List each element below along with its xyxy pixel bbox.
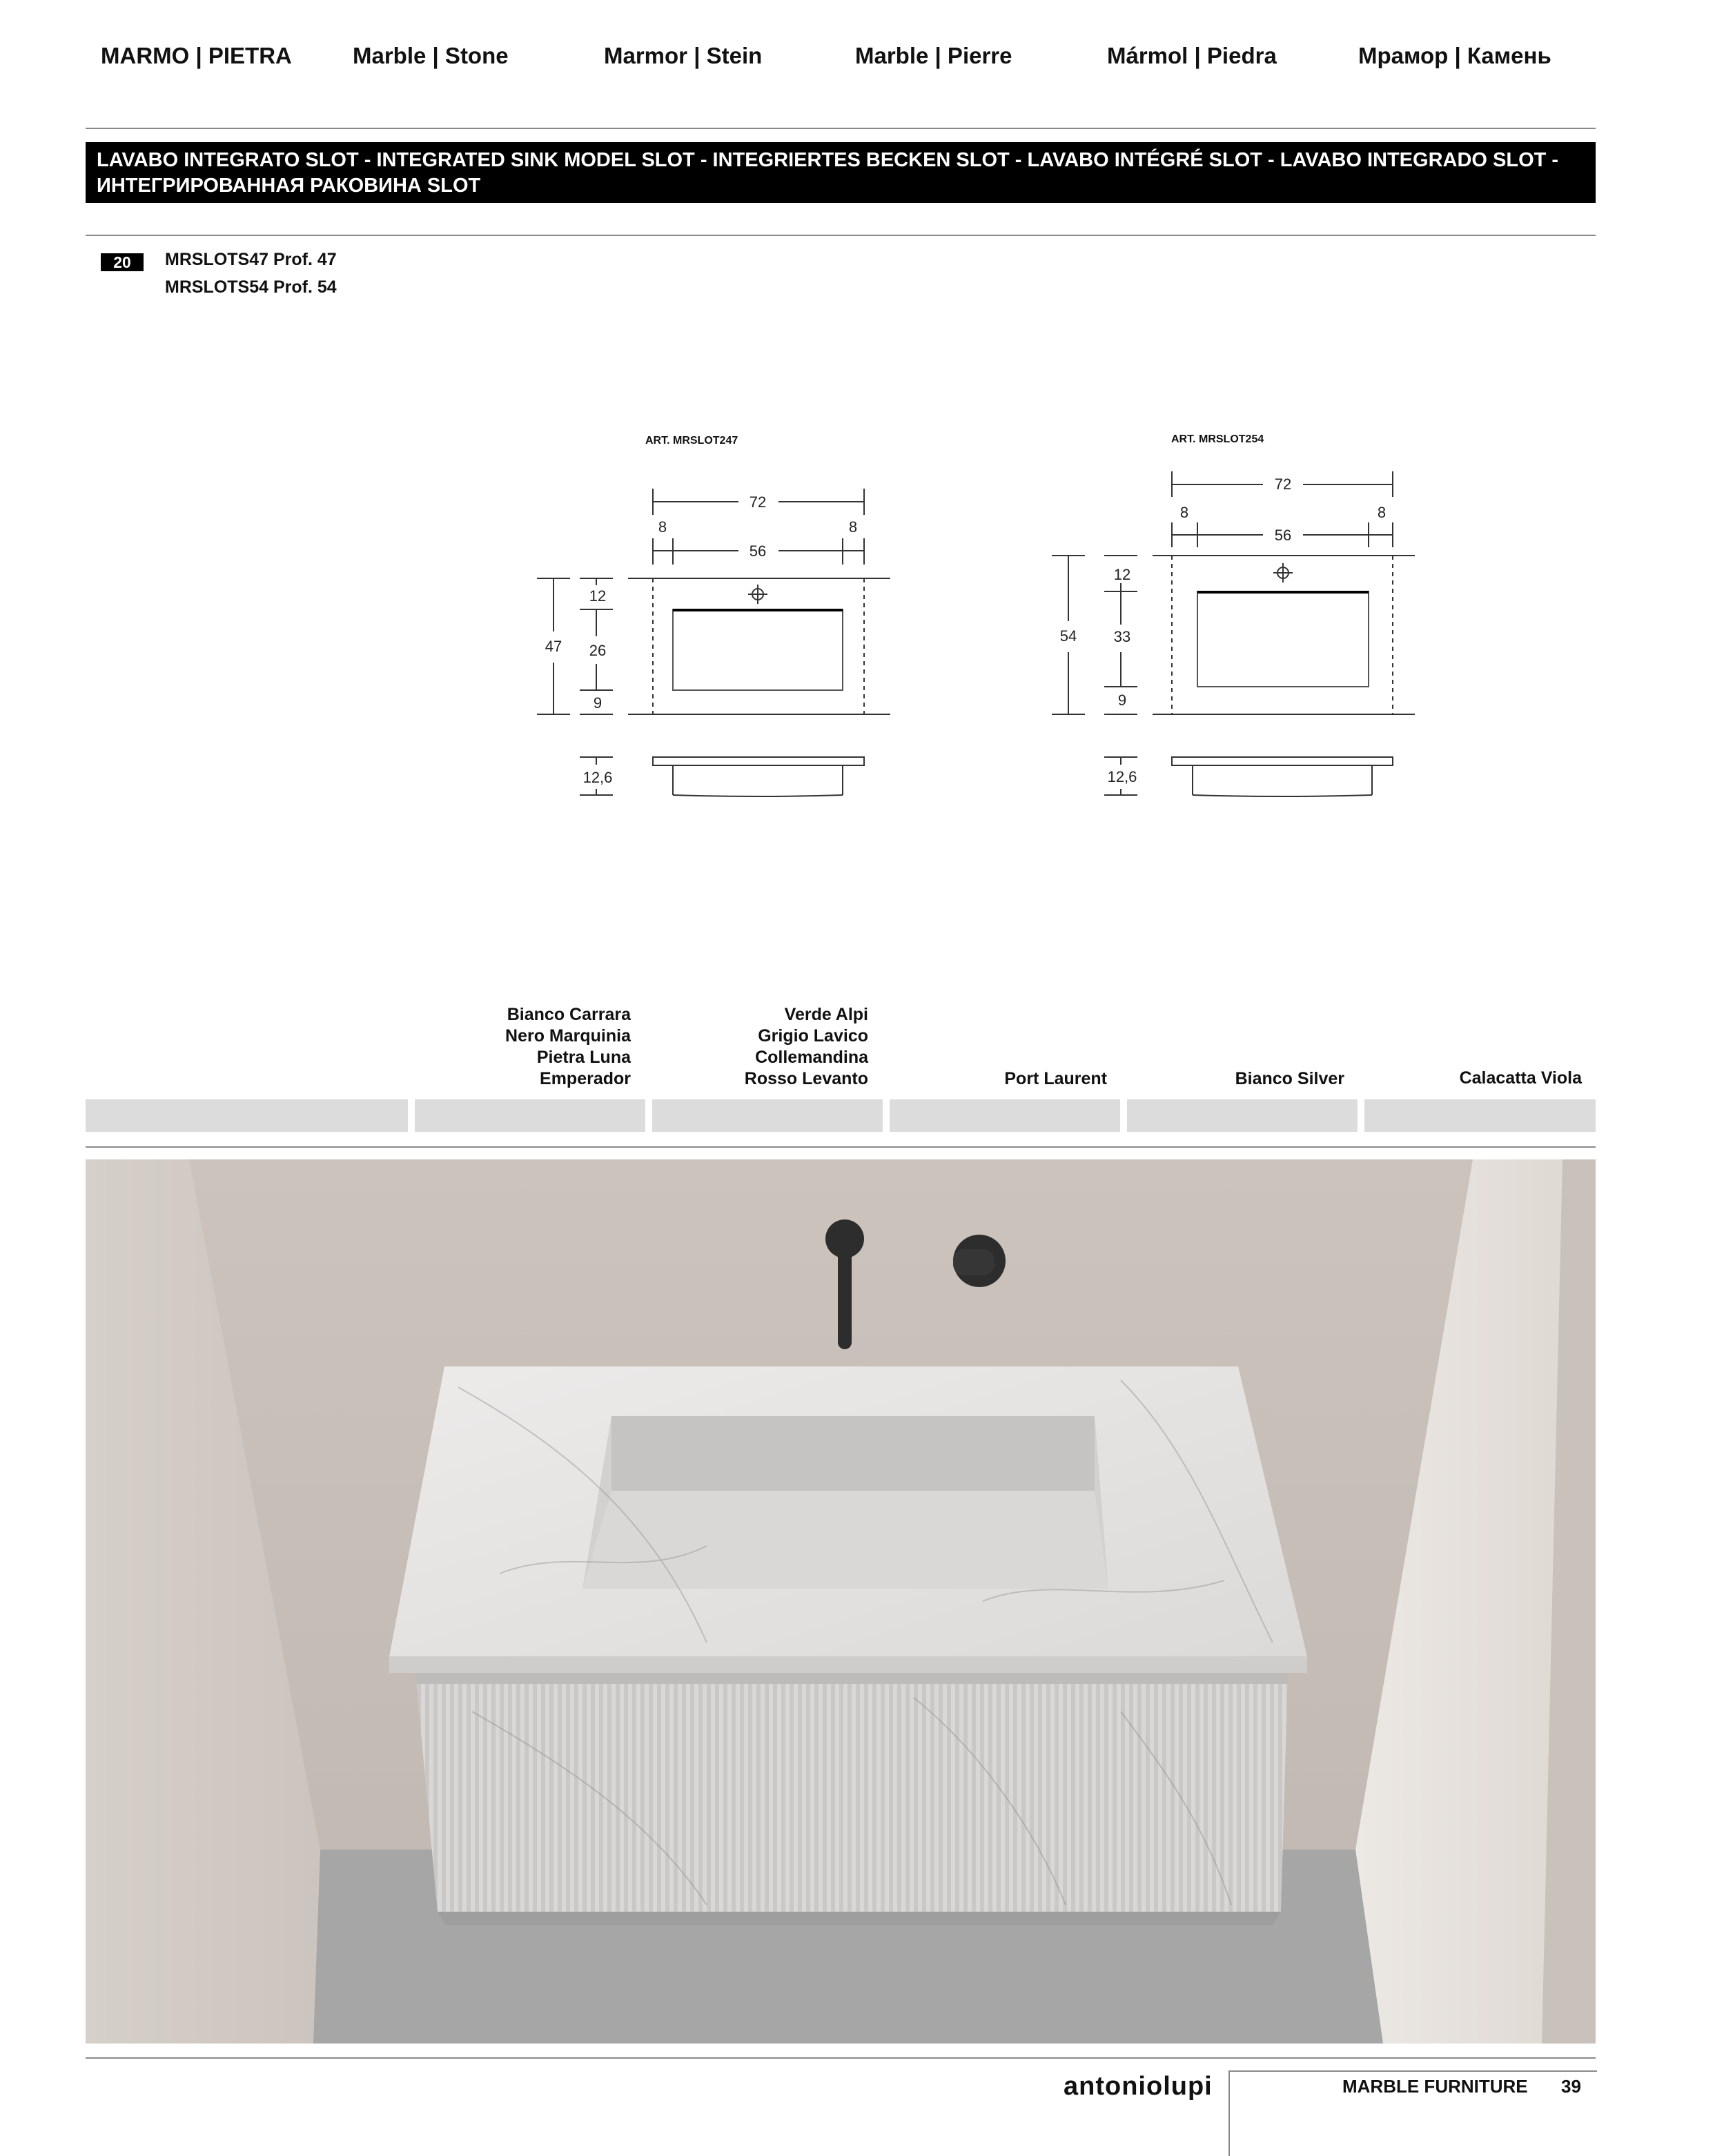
material-name: Rosso Levanto — [744, 1069, 868, 1088]
dim-height-1: 12,6 — [582, 769, 613, 786]
dim-side-right-2: 8 — [1377, 504, 1387, 521]
lang-es: Mármol | Piedra — [1107, 43, 1277, 68]
material-name: Collemandina — [755, 1048, 868, 1067]
dim-depth-bottom-2: 9 — [1117, 692, 1127, 709]
material-bianco-silver: Bianco Silver — [1235, 1069, 1344, 1088]
lang-en: Marble | Stone — [353, 43, 509, 68]
drawing-label-254: ART. MRSLOT254 — [1171, 433, 1264, 445]
product-photo — [86, 1159, 1596, 2044]
swatch-bar — [1364, 1099, 1596, 1132]
materials-group-2 — [652, 1004, 868, 1090]
materials-group-1 — [414, 1004, 631, 1090]
dim-depth-top-2: 12 — [1113, 566, 1131, 583]
swatch-bar — [890, 1099, 1120, 1132]
product-code-47: MRSLOTS47 Prof. 47 — [165, 250, 337, 269]
product-code-54: MRSLOTS54 Prof. 54 — [165, 277, 337, 297]
swatch-bar — [415, 1099, 645, 1132]
footer-divider — [86, 2057, 1596, 2059]
page-number: 39 — [1561, 2076, 1581, 2097]
dim-side-right-1: 8 — [848, 518, 858, 536]
dim-side-left-1: 8 — [658, 518, 667, 536]
dim-depth-top-1: 12 — [589, 587, 607, 605]
dim-width-inner-1: 56 — [749, 542, 767, 560]
dim-width-total-2: 72 — [1274, 476, 1292, 493]
product-badge: 20 — [101, 253, 144, 271]
lang-ru: Мрамор | Камень — [1358, 43, 1551, 68]
dim-depth-mid-1: 26 — [589, 642, 607, 659]
swatch-divider — [86, 1146, 1596, 1148]
drawing-label-247: ART. MRSLOT247 — [645, 435, 738, 447]
dim-depth-total-2: 54 — [1059, 627, 1077, 645]
dim-width-inner-2: 56 — [1274, 527, 1292, 544]
swatch-bar — [86, 1099, 408, 1132]
material-calacatta-viola: Calacatta Viola — [1459, 1068, 1582, 1088]
material-name: Emperador — [540, 1069, 631, 1088]
section-title: LAVABO INTEGRATO SLOT - INTEGRATED SINK MODEL SLOT - INTEGRIERTES BECKEN SLOT - LAVABO INTÉGRÉ SLOT - LAVABO INTEGRADO SLOT - ИНТЕГРИРОВАННАЯ РАКОВИНА SLOT — [86, 142, 1596, 203]
lang-fr: Marble | Pierre — [855, 43, 1012, 68]
material-name: Bianco Carrara — [507, 1005, 631, 1024]
footer-section: MARBLE FURNITURE — [1342, 2076, 1528, 2097]
dim-width-total-1: 72 — [749, 493, 767, 511]
dim-height-2: 12,6 — [1107, 768, 1137, 785]
lang-de: Marmor | Stein — [604, 43, 763, 68]
material-name: Nero Marquinia — [505, 1026, 631, 1046]
technical-drawings — [0, 0, 1724, 863]
swatch-bar — [652, 1099, 883, 1132]
dim-depth-bottom-1: 9 — [593, 694, 603, 712]
material-name: Grigio Lavico — [758, 1026, 868, 1046]
material-port-laurent: Port Laurent — [1004, 1069, 1107, 1088]
material-name: Pietra Luna — [536, 1048, 631, 1067]
sink-illustration — [86, 1159, 1596, 2044]
lang-it: MARMO | PIETRA — [101, 43, 292, 68]
dim-depth-total-1: 47 — [545, 638, 562, 655]
material-name: Verde Alpi — [784, 1005, 868, 1024]
brand-logo: antoniolupi — [1064, 2072, 1213, 2101]
dim-side-left-2: 8 — [1179, 504, 1189, 521]
dim-depth-mid-2: 33 — [1113, 628, 1131, 645]
swatch-bar — [1127, 1099, 1358, 1132]
